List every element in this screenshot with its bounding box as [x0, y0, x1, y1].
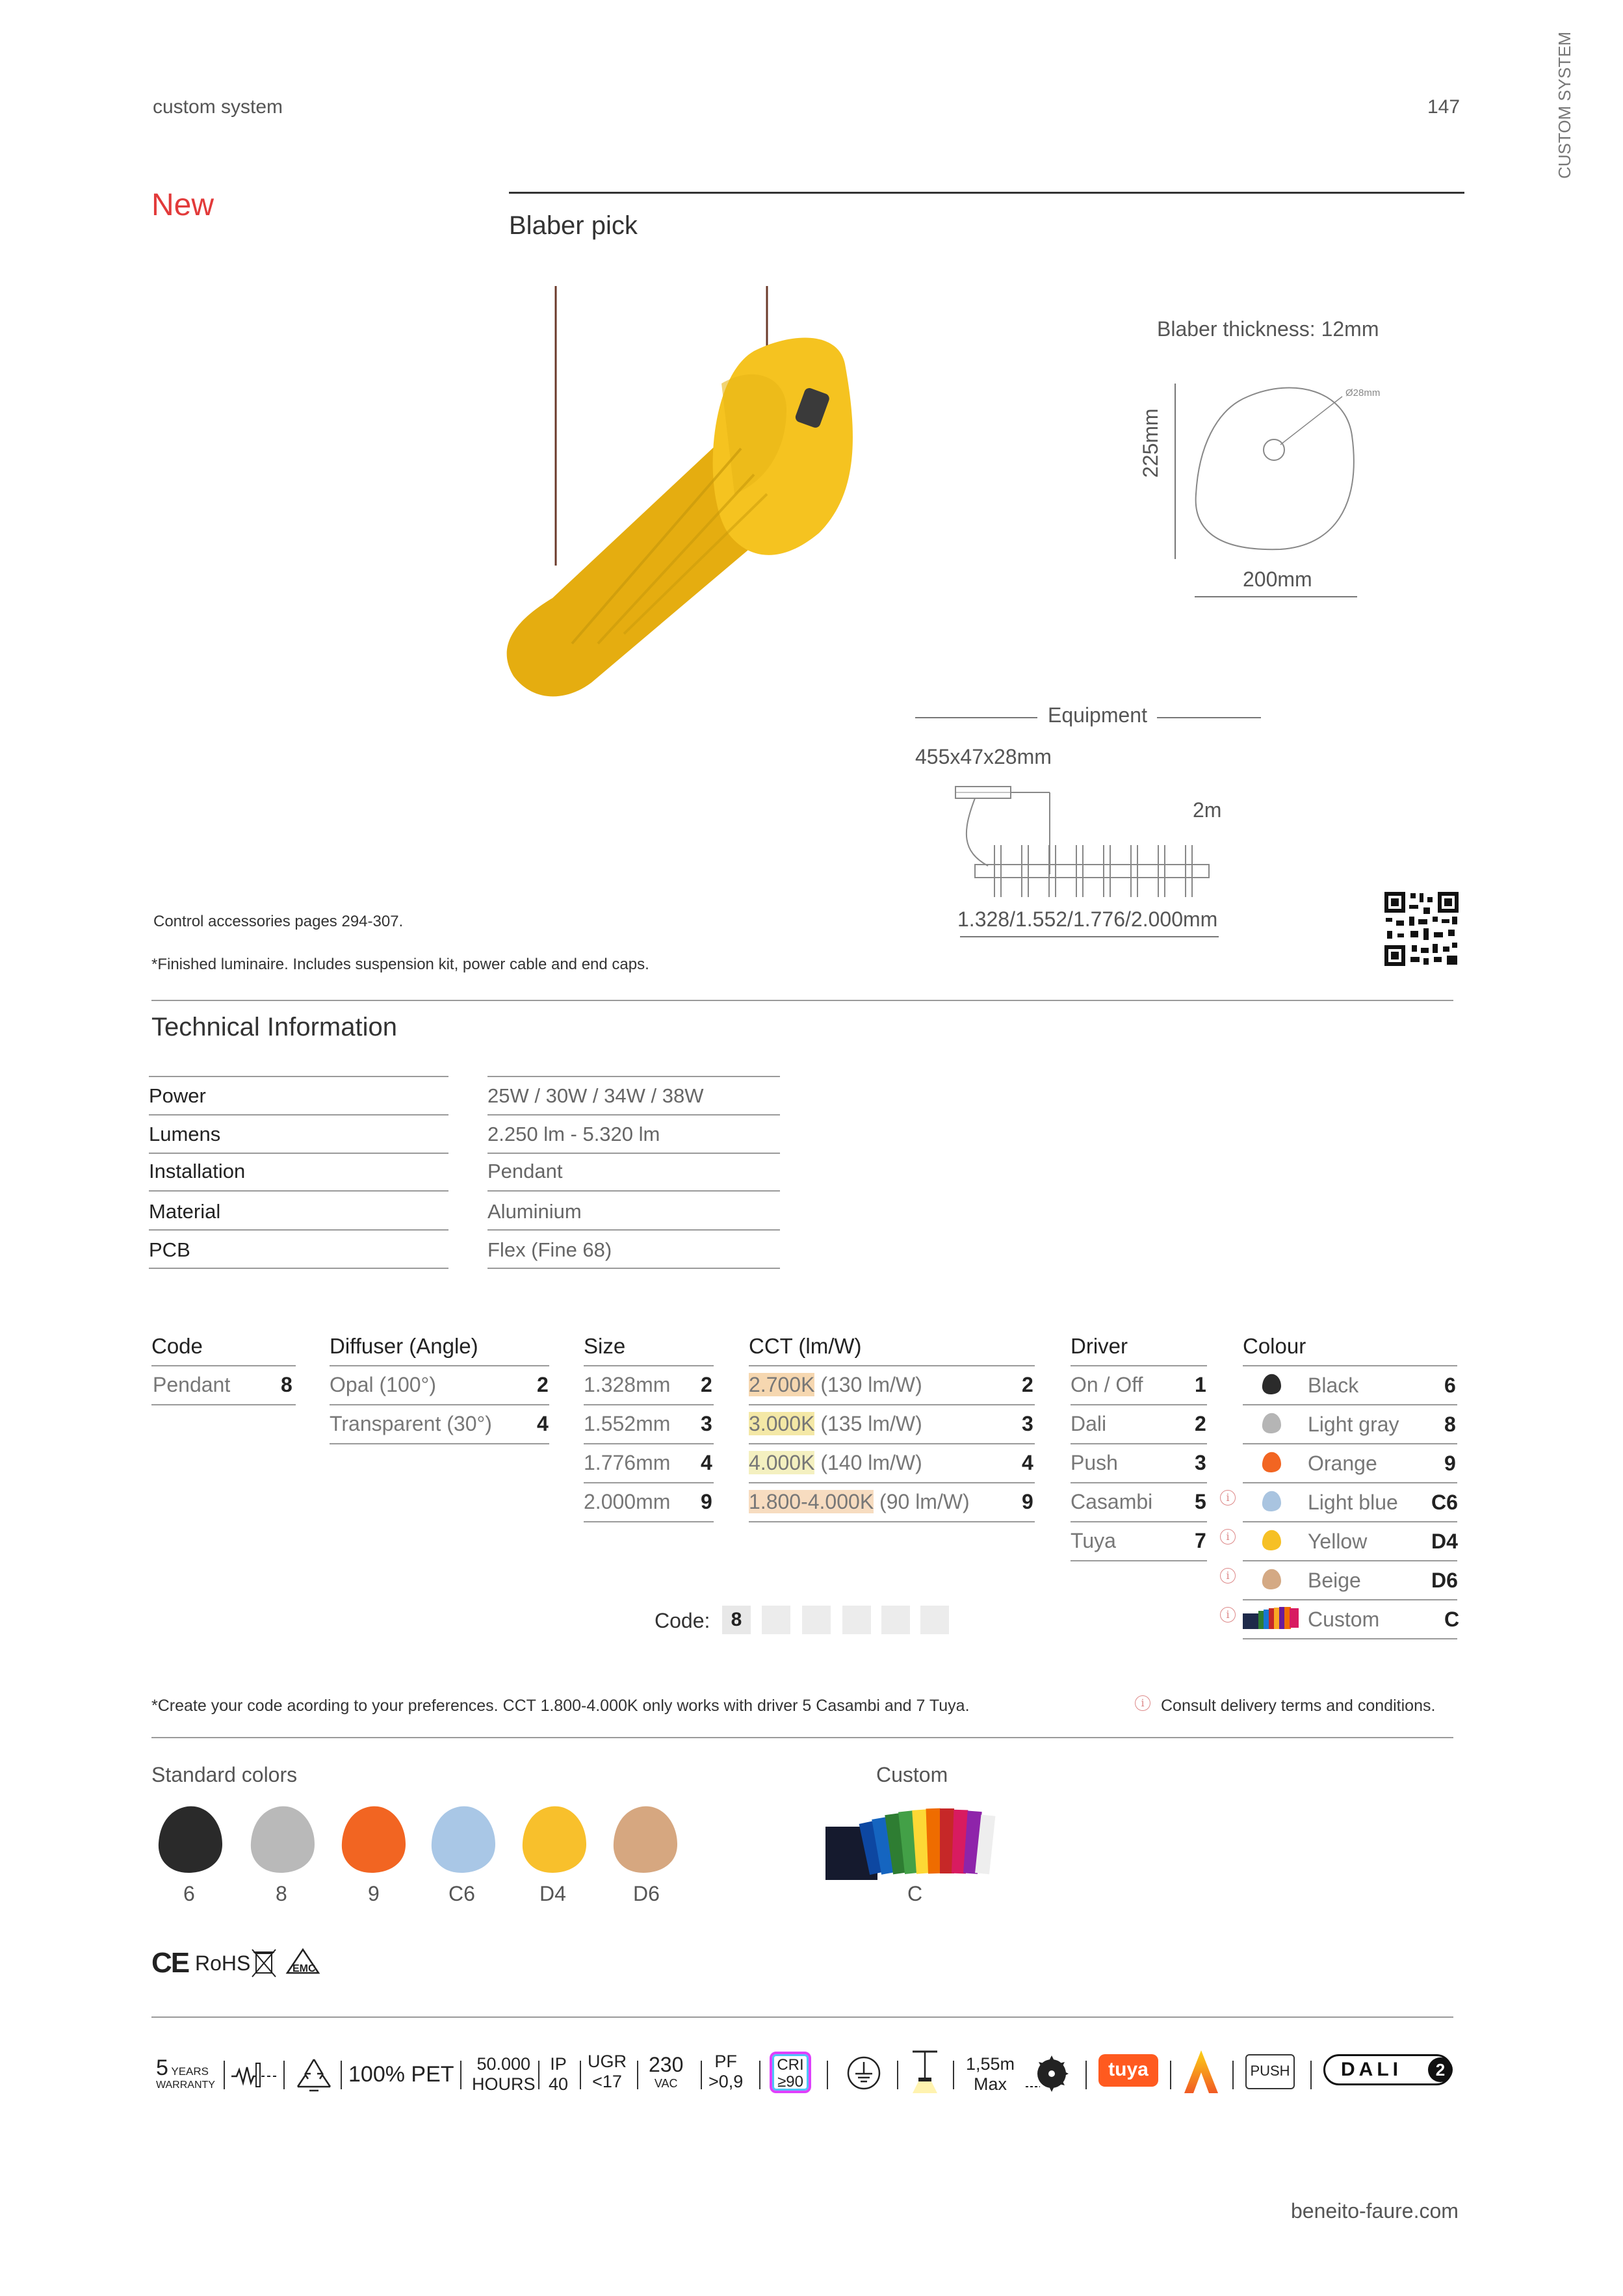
colour-dot-yellow [1261, 1529, 1282, 1551]
colour-dot-beige [1261, 1568, 1282, 1590]
dali-logo [1323, 2054, 1452, 2085]
header-code: Code [151, 1334, 203, 1358]
ce-mark-icon: CE [151, 1947, 189, 1979]
size-option-label[interactable]: 2.000mm [584, 1490, 671, 1513]
thickness-label: Blaber thickness: 12mm [1157, 317, 1379, 341]
icon-separator [953, 2061, 954, 2089]
voltage-label: VAC [654, 2077, 678, 2090]
tech-rule [149, 1268, 448, 1269]
icon-separator [827, 2061, 828, 2089]
info-icon[interactable]: i [1220, 1490, 1236, 1506]
code-option-num: 8 [281, 1373, 292, 1396]
tech-rule [487, 1190, 780, 1192]
ugr-value: <17 [592, 2072, 622, 2091]
driver-option-label[interactable]: Dali [1071, 1412, 1107, 1435]
technical-title: Technical Information [151, 1013, 397, 1041]
info-icon[interactable]: i [1220, 1568, 1236, 1584]
driver-option-num: 3 [1195, 1451, 1206, 1474]
header-diffuser: Diffuser (Angle) [330, 1334, 478, 1358]
height-dim: 225mm [1139, 408, 1162, 478]
cct-option-num: 4 [1022, 1451, 1033, 1474]
col-rule [1243, 1365, 1457, 1366]
voltage-badge [649, 2053, 683, 2091]
row-rule [151, 1404, 296, 1405]
row-rule [749, 1404, 1035, 1405]
row-rule [1071, 1443, 1207, 1444]
side-tab: CUSTOM SYSTEM [1555, 31, 1574, 179]
hours-number: 50.000 [476, 2054, 531, 2074]
emc-mark-icon [283, 1947, 322, 1979]
row-rule [1071, 1404, 1207, 1405]
row-rule [1071, 1482, 1207, 1483]
col-rule [584, 1365, 714, 1366]
tech-label: Material [149, 1200, 221, 1223]
lengths-rule [960, 936, 1219, 937]
header-size: Size [584, 1334, 626, 1358]
cct-efficacy: (90 lm/W) [874, 1490, 970, 1513]
row-rule [584, 1521, 714, 1522]
colour-option-num: 9 [1444, 1452, 1456, 1475]
icon-separator [1310, 2061, 1312, 2089]
driver-option-label[interactable]: On / Off [1071, 1373, 1143, 1396]
swatch-code: D6 [633, 1882, 660, 1905]
cct-highlight: 3.000K [749, 1412, 815, 1435]
cct-option-num: 9 [1022, 1490, 1033, 1513]
hours-label: HOURS [472, 2074, 536, 2094]
icon-separator [637, 2061, 638, 2089]
size-option-num: 3 [701, 1412, 712, 1435]
push-badge: PUSH [1245, 2054, 1295, 2089]
tech-rule [487, 1268, 780, 1269]
col-rule [330, 1365, 549, 1366]
row-rule [584, 1482, 714, 1483]
row-rule [330, 1404, 549, 1405]
pf-label: PF [714, 2052, 737, 2071]
driver-wave-icon [230, 2059, 279, 2089]
colour-option-num: D4 [1431, 1530, 1458, 1553]
cct-efficacy: (135 lm/W) [814, 1412, 922, 1435]
tech-rule [487, 1114, 780, 1115]
dali-text: DALI [1341, 2059, 1402, 2080]
swatch-orange [338, 1804, 409, 1875]
row-rule [1243, 1521, 1457, 1522]
control-note: Control accessories pages 294-307. [153, 913, 404, 930]
row-rule [749, 1443, 1035, 1444]
row-rule [749, 1521, 1035, 1522]
icon-separator [897, 2061, 898, 2089]
icon-separator [580, 2061, 581, 2089]
pet-label: 100% PET [348, 2062, 454, 2087]
header-cct: CCT (lm/W) [749, 1334, 862, 1358]
swatch-code: D4 [539, 1882, 566, 1905]
cri-value: ≥90 [777, 2073, 803, 2091]
colour-dot-orange [1261, 1451, 1282, 1473]
colour-option-label[interactable]: Light blue [1308, 1491, 1398, 1514]
size-option-label[interactable]: 1.328mm [584, 1373, 671, 1396]
warranty-number: 5 [156, 2055, 168, 2080]
cct-option-num: 2 [1022, 1373, 1033, 1396]
section-rule-3 [151, 2016, 1453, 2018]
ground-icon [846, 2055, 881, 2091]
icon-separator [759, 2061, 760, 2089]
saw-blade-icon [1026, 2054, 1071, 2092]
row-rule [1243, 1404, 1457, 1405]
warranty-label: WARRANTY [156, 2080, 215, 2091]
ugr-label: UGR [588, 2052, 627, 2071]
code-builder-label: Code: [655, 1609, 710, 1632]
info-icon: i [1135, 1695, 1150, 1711]
cct-option[interactable] [749, 1451, 922, 1475]
size-option-num: 2 [701, 1373, 712, 1396]
warranty-badge [156, 2055, 215, 2091]
tech-rule [487, 1153, 780, 1154]
colour-dot-black [1261, 1373, 1282, 1395]
row-rule [1243, 1443, 1457, 1444]
standard-colors-title: Standard colors [151, 1763, 298, 1786]
pendant-light-icon [909, 2049, 941, 2094]
swatch-beige [610, 1804, 681, 1875]
icon-separator [460, 2061, 461, 2089]
page-number: 147 [1427, 96, 1461, 118]
cct-highlight: 2.700K [749, 1373, 815, 1396]
colour-option-num: C6 [1431, 1491, 1458, 1514]
colour-option-num: 8 [1444, 1413, 1456, 1436]
colour-custom-fan-icon [1243, 1606, 1300, 1629]
hours-badge [472, 2054, 536, 2094]
swatch-code: 8 [276, 1882, 287, 1905]
tuya-logo: tuya [1098, 2054, 1158, 2087]
diffuser-option-label[interactable]: Transparent (30°) [330, 1412, 492, 1435]
width-dim: 200mm [1243, 567, 1312, 591]
voltage-number: 230 [649, 2053, 684, 2076]
colour-option-num: 6 [1444, 1374, 1456, 1397]
equipment-size: 455x47x28mm [915, 745, 1052, 768]
tech-value: Flex (Fine 68) [487, 1238, 612, 1261]
tech-rule [149, 1190, 448, 1192]
colour-option-label[interactable]: Light gray [1308, 1413, 1399, 1436]
tech-value: Aluminium [487, 1200, 582, 1223]
row-rule [749, 1482, 1035, 1483]
swatch-light-blue [428, 1804, 499, 1875]
equipment-title: Equipment [1048, 703, 1147, 727]
height-label: Max [974, 2074, 1007, 2094]
cct-option[interactable] [749, 1490, 970, 1514]
consult-note: Consult delivery terms and conditions. [1161, 1697, 1436, 1715]
recycle-icon [294, 2057, 334, 2093]
ip-label: IP [550, 2054, 567, 2074]
tech-rule [149, 1076, 448, 1077]
code-slot-5[interactable] [881, 1606, 910, 1634]
driver-option-num: 2 [1195, 1412, 1206, 1435]
row-rule [1243, 1560, 1457, 1561]
cct-highlight: 1.800-4.000K [749, 1490, 874, 1513]
tech-rule [149, 1229, 448, 1231]
swatch-black [155, 1804, 226, 1875]
cri-label: CRI [777, 2056, 804, 2074]
custom-swatch-code: C [907, 1882, 923, 1905]
title-rule [509, 192, 1464, 194]
footer-website[interactable]: beneito-faure.com [1291, 2199, 1459, 2223]
row-rule [1071, 1560, 1207, 1561]
warranty-years: YEARS [171, 2065, 209, 2078]
size-option-label[interactable]: 1.776mm [584, 1451, 671, 1474]
col-rule [749, 1365, 1035, 1366]
custom-swatch-fan [824, 1801, 1000, 1882]
svg-text:EMC: EMC [292, 1963, 316, 1974]
pf-badge [708, 2052, 743, 2092]
icon-separator [341, 2061, 342, 2089]
icon-separator [1170, 2061, 1171, 2089]
col-rule [151, 1365, 296, 1366]
driver-option-label[interactable]: Tuya [1071, 1529, 1116, 1552]
cri-badge [770, 2052, 811, 2093]
cct-option-num: 3 [1022, 1412, 1033, 1435]
swatch-light-gray [247, 1804, 318, 1875]
row-rule [1071, 1521, 1207, 1522]
row-rule [330, 1443, 549, 1444]
qr-code[interactable] [1383, 891, 1460, 967]
tech-label: Lumens [149, 1123, 221, 1145]
driver-option-num: 5 [1195, 1490, 1206, 1513]
code-slot-2[interactable] [762, 1606, 790, 1634]
equip-rule-right [1157, 717, 1261, 718]
swatch-code: C6 [448, 1882, 475, 1905]
size-option-label[interactable]: 1.552mm [584, 1412, 671, 1435]
colour-option-label[interactable]: Black [1308, 1374, 1359, 1397]
driver-option-num: 1 [1195, 1373, 1206, 1396]
header-driver: Driver [1071, 1334, 1128, 1358]
colour-dot-light-gray [1261, 1412, 1282, 1434]
size-option-num: 9 [701, 1490, 712, 1513]
product-title: Blaber pick [509, 211, 638, 240]
diffuser-option-num: 4 [537, 1412, 549, 1435]
tech-label: Installation [149, 1160, 246, 1182]
icon-separator [1232, 2061, 1234, 2089]
tech-rule [487, 1076, 780, 1077]
dali-version: 2 [1428, 2057, 1453, 2082]
cable-length: 2m [1193, 798, 1222, 822]
height-value: 1,55m [966, 2054, 1015, 2074]
cct-efficacy: (130 lm/W) [814, 1373, 922, 1396]
code-slot-6[interactable] [920, 1606, 949, 1634]
row-rule [1243, 1638, 1457, 1639]
size-option-num: 4 [701, 1451, 712, 1474]
tech-rule [149, 1114, 448, 1115]
cct-option[interactable] [749, 1373, 922, 1397]
icon-separator [538, 2061, 539, 2089]
tech-label: PCB [149, 1238, 190, 1261]
ip-badge [549, 2054, 568, 2094]
cct-option[interactable] [749, 1412, 922, 1436]
weee-bin-icon [251, 1947, 277, 1979]
colour-option-label[interactable]: Yellow [1308, 1530, 1368, 1553]
section-rule-2 [151, 1737, 1453, 1738]
section-title: custom system [153, 96, 283, 118]
tech-rule [149, 1153, 448, 1154]
equipment-drawing [949, 780, 1241, 910]
swatch-code: 9 [368, 1882, 380, 1905]
custom-title: Custom [876, 1763, 948, 1786]
driver-option-label[interactable]: Casambi [1071, 1490, 1153, 1513]
code-slot-1[interactable]: 8 [722, 1606, 751, 1634]
icon-separator [1085, 2061, 1087, 2089]
col-rule [1071, 1365, 1207, 1366]
tech-value: Pendant [487, 1160, 563, 1182]
section-rule-1 [151, 1000, 1453, 1001]
code-option-label[interactable]: Pendant [153, 1373, 231, 1396]
tech-value: 25W / 30W / 34W / 38W [487, 1084, 704, 1107]
cct-efficacy: (140 lm/W) [814, 1451, 922, 1474]
diffuser-option-label[interactable]: Opal (100°) [330, 1373, 436, 1396]
tech-label: Power [149, 1084, 206, 1107]
product-image [494, 280, 936, 722]
equip-rule-left [915, 717, 1037, 718]
create-code-note: *Create your code acording to your preferences. CCT 1.800-4.000K only works with driver 5 Casambi and 7 Tuya. [151, 1697, 970, 1715]
colour-option-label[interactable]: Custom [1308, 1608, 1380, 1631]
casambi-logo-icon [1182, 2049, 1221, 2094]
lengths-label: 1.328/1.552/1.776/2.000mm [957, 907, 1218, 931]
code-slot-4[interactable] [842, 1606, 871, 1634]
info-icon[interactable]: i [1220, 1607, 1236, 1623]
row-rule [1243, 1599, 1457, 1600]
new-badge: New [151, 188, 214, 222]
driver-option-num: 7 [1195, 1529, 1206, 1552]
height-badge [966, 2054, 1015, 2094]
pf-value: >0,9 [708, 2072, 744, 2091]
icon-separator [701, 2061, 702, 2089]
rohs-label: RoHS [195, 1951, 251, 1975]
tech-rule [487, 1229, 780, 1231]
swatch-yellow [519, 1804, 590, 1875]
hole-dim: Ø28mm [1345, 387, 1381, 398]
swatch-code: 6 [183, 1882, 195, 1905]
colour-dot-light-blue [1261, 1490, 1282, 1512]
row-rule [584, 1404, 714, 1405]
code-slot-3[interactable] [802, 1606, 831, 1634]
colour-option-label[interactable]: Beige [1308, 1569, 1361, 1592]
header-colour: Colour [1243, 1334, 1306, 1358]
finished-note: *Finished luminaire. Includes suspension kit, power cable and end caps. [151, 956, 649, 973]
colour-option-num: C [1444, 1608, 1460, 1631]
driver-option-label[interactable]: Push [1071, 1451, 1118, 1474]
icon-separator [224, 2061, 225, 2089]
row-rule [1243, 1482, 1457, 1483]
info-icon[interactable]: i [1220, 1529, 1236, 1545]
ugr-badge [588, 2052, 627, 2092]
diffuser-option-num: 2 [537, 1373, 549, 1396]
tech-value: 2.250 lm - 5.320 lm [487, 1123, 660, 1145]
ip-value: 40 [549, 2074, 569, 2094]
cct-highlight: 4.000K [749, 1451, 815, 1474]
icon-separator [283, 2061, 285, 2089]
colour-option-label[interactable]: Orange [1308, 1452, 1377, 1475]
colour-option-num: D6 [1431, 1569, 1458, 1592]
row-rule [584, 1443, 714, 1444]
